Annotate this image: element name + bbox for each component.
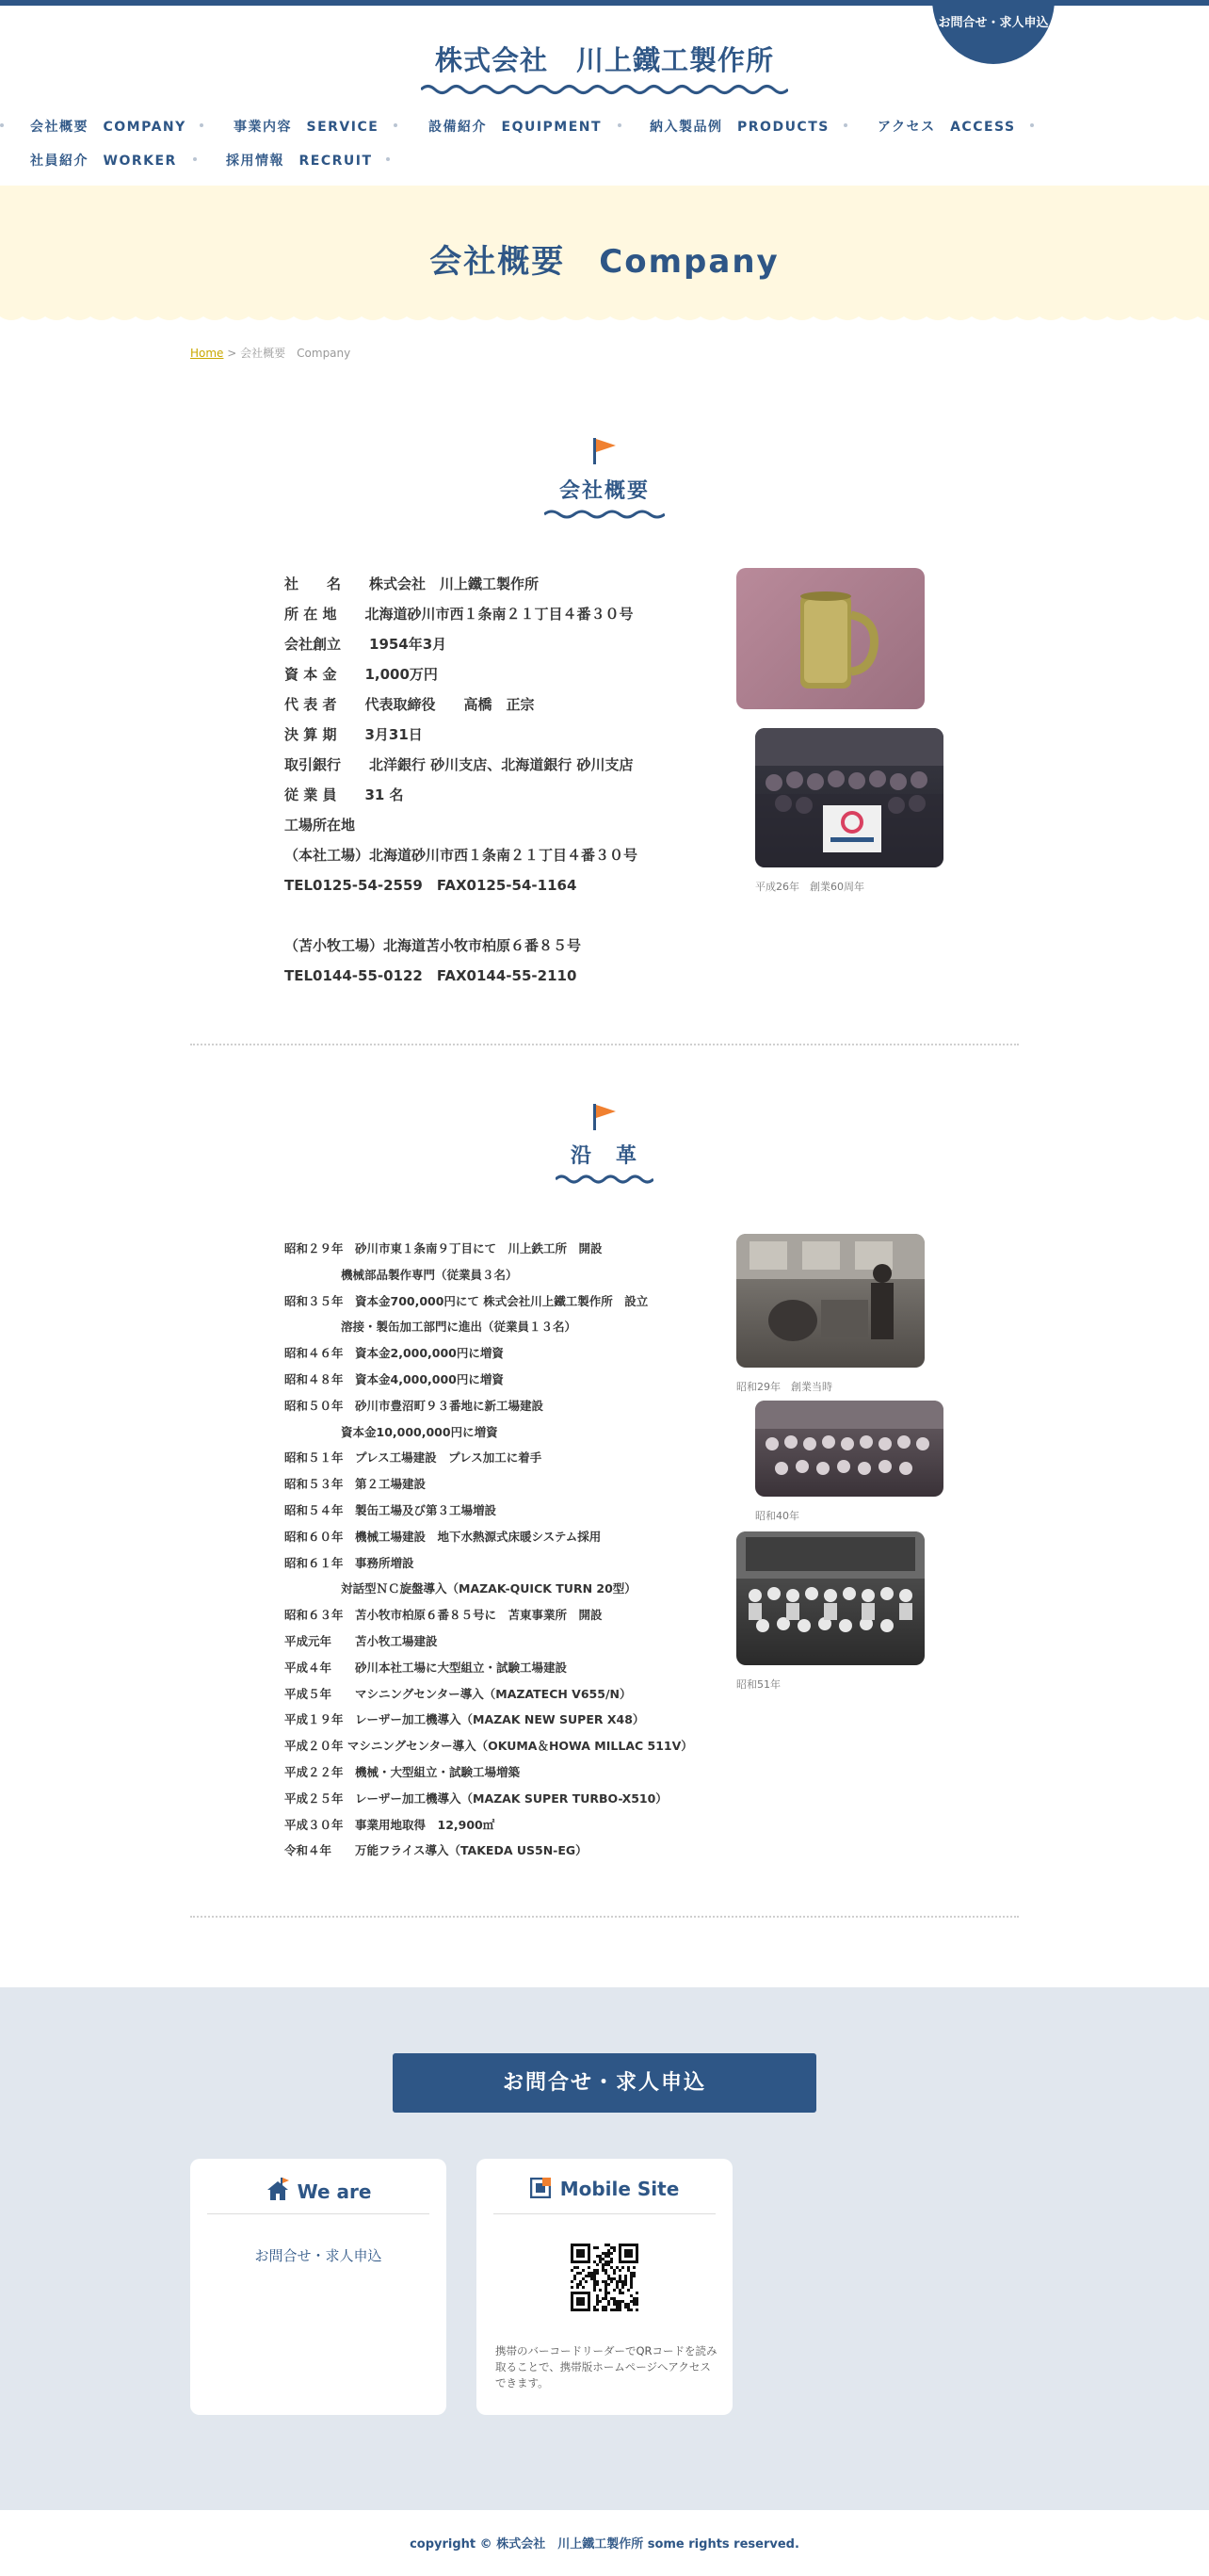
history-entry: 資本金10,000,000円に増資 [341, 1424, 498, 1439]
mobile-site-title-text: Mobile Site [559, 2178, 680, 2200]
history-timeline [284, 1236, 693, 1864]
commemorative-mug-photo [736, 568, 925, 709]
card-divider [493, 2213, 716, 2214]
history-section-heading: 沿 革 [570, 1144, 638, 1168]
section-wave-decoration [544, 509, 665, 520]
history-entry: 昭和６３年 苫小牧市柏原６番８５号に 苫東事業所 開設 [284, 1608, 603, 1623]
photo-caption: 昭和51年 [736, 1678, 781, 1691]
history-entry: 対話型ＮＣ旋盤導入（MAZAK-QUICK TURN 20型） [341, 1581, 637, 1596]
page-title: 会社概要 Company [429, 243, 780, 281]
history-entry: 昭和４８年 資本金4,000,000円に増資 [284, 1371, 504, 1386]
history-entry: 昭和６０年 機械工場建設 地下水熱源式床暖システム採用 [284, 1529, 602, 1544]
history-entry: 昭和５０年 砂川市豊沼町９３番地に新工場建設 [284, 1398, 544, 1413]
company-info-line: 資 本 金 1,000万円 [284, 666, 438, 683]
mobile-site-card-title [476, 2178, 733, 2200]
mobile-site-card [476, 2159, 733, 2415]
company-info-line: TEL0125-54-2559 FAX0125-54-1164 [284, 877, 577, 894]
company-info-line: 決 算 期 3月31日 [284, 726, 423, 743]
company-info-line: 取引銀行 北洋銀行 砂川支店、北海道銀行 砂川支店 [284, 756, 634, 773]
company-info-line: （本社工場）北海道砂川市西１条南２１丁目４番３０号 [284, 847, 638, 864]
showa40-group-photo [755, 1401, 943, 1497]
history-entry: 平成元年 苫小牧工場建設 [284, 1633, 438, 1648]
title-wave-decoration [421, 83, 788, 96]
section-divider [190, 1044, 1019, 1045]
history-entry: 平成２２年 機械・大型組立・試験工場増築 [284, 1764, 521, 1779]
history-entry: 平成２５年 レーザー加工機導入（MAZAK SUPER TURBO-X510） [284, 1790, 668, 1806]
hero-wave-edge [0, 311, 1209, 324]
breadcrumb-current: 会社概要 Company [240, 347, 351, 360]
showa51-group-photo [736, 1531, 925, 1665]
history-entry: 平成２０年 マシニングセンター導入（OKUMA＆HOWA MILLAC 511V） [284, 1739, 693, 1754]
contact-circle-button[interactable]: お問合せ・求人申込 [932, 0, 1055, 64]
founding-era-photo [736, 1234, 925, 1368]
nav-separator-dot [386, 157, 390, 161]
history-entry: 平成３０年 事業用地取得 12,900㎡ [284, 1817, 495, 1832]
photo-caption: 平成26年 創業60周年 [755, 881, 864, 893]
history-entry: 昭和３５年 資本金700,000円にて 株式会社川上鐵工製作所 設立 [284, 1293, 649, 1308]
nav-separator-dot [0, 123, 4, 127]
we-are-card [190, 2159, 446, 2415]
company-info-line: 所 在 地 北海道砂川市西１条南２１丁目４番３０号 [284, 606, 634, 623]
company-info-line: 従 業 員 31 名 [284, 786, 404, 803]
nav-item-service[interactable]: 事業内容 SERVICE [234, 120, 379, 135]
company-info-line: 社 名 株式会社 川上鐵工製作所 [284, 575, 540, 592]
history-entry: 溶接・製缶加工部門に進出（従業員１３名） [341, 1320, 577, 1335]
history-entry: 昭和２９年 砂川市東１条南９丁目にて 川上鉄工所 開設 [284, 1241, 603, 1256]
mobile-site-icon [530, 2178, 551, 2198]
qr-code-image [571, 2244, 638, 2311]
nav-item-products[interactable]: 納入製品例 PRODUCTS [650, 120, 830, 135]
history-entry: 平成５年 マシニングセンター導入（MAZATECH V655/N） [284, 1686, 632, 1701]
section-divider [190, 1916, 1019, 1918]
flag-icon [591, 436, 618, 466]
photo-caption: 昭和40年 [755, 1510, 799, 1522]
we-are-card-title [190, 2178, 446, 2203]
company-info-line: （苫小牧工場）北海道苫小牧市柏原６番８５号 [284, 937, 582, 954]
flag-icon [591, 1102, 618, 1132]
history-entry: 機械部品製作専門（従業員３名） [341, 1267, 518, 1282]
history-entry: 平成１９年 レーザー加工機導入（MAZAK NEW SUPER X48） [284, 1712, 645, 1727]
nav-separator-dot [1030, 123, 1034, 127]
nav-item-worker[interactable]: 社員紹介 WORKER [30, 154, 177, 169]
house-icon [266, 2178, 290, 2202]
breadcrumb-separator: > [227, 347, 237, 360]
company-info-line: 工場所在地 [284, 817, 356, 834]
nav-item-equipment[interactable]: 設備紹介 EQUIPMENT [428, 120, 603, 135]
breadcrumb-home-link[interactable]: Home [190, 347, 224, 360]
history-entry: 平成４年 砂川本社工場に大型組立・試験工場建設 [284, 1660, 568, 1675]
contact-recruit-button[interactable]: お問合せ・求人申込 [393, 2053, 816, 2113]
company-section-heading: 会社概要 [558, 479, 650, 503]
breadcrumb [190, 345, 350, 361]
nav-separator-dot [844, 123, 847, 127]
history-entry: 令和４年 万能フライス導入（TAKEDA US5N-EG） [284, 1843, 588, 1858]
section-wave-decoration [556, 1174, 653, 1185]
anniversary-group-photo [755, 728, 943, 867]
company-info-line: TEL0144-55-0122 FAX0144-55-2110 [284, 967, 577, 984]
history-entry: 昭和６１年 事務所増設 [284, 1555, 414, 1570]
site-title[interactable]: 株式会社 川上鐵工製作所 [434, 44, 774, 76]
mobile-site-description: 携帯のバーコードリーダーでQRコードを読み取ることで、携帯版ホームページへアクセスできます。 [495, 2344, 717, 2390]
we-are-title-text: We are [297, 2180, 372, 2203]
nav-item-recruit[interactable]: 採用情報 RECRUIT [226, 154, 373, 169]
nav-separator-dot [394, 123, 397, 127]
history-entry: 昭和５１年 プレス工場建設 プレス加工に着手 [284, 1450, 542, 1466]
history-entry: 昭和５４年 製缶工場及び第３工場増設 [284, 1502, 497, 1517]
history-entry: 昭和４６年 資本金2,000,000円に増資 [284, 1346, 504, 1361]
history-entry: 昭和５３年 第２工場建設 [284, 1477, 427, 1492]
copyright-text: copyright © 株式会社 川上鐵工製作所 some rights reserved. [410, 2537, 799, 2552]
nav-separator-dot [618, 123, 621, 127]
nav-item-access[interactable]: アクセス ACCESS [878, 120, 1016, 135]
nav-separator-dot [193, 157, 197, 161]
company-info-line: 代 表 者 代表取締役 高橋 正宗 [284, 696, 535, 713]
company-info-list [284, 569, 637, 991]
card-divider [207, 2213, 429, 2214]
company-info-line: 会社創立 1954年3月 [284, 636, 447, 653]
card-contact-link[interactable]: お問合せ・求人申込 [254, 2247, 382, 2264]
nav-item-company[interactable]: 会社概要 COMPANY [30, 120, 186, 135]
nav-separator-dot [200, 123, 203, 127]
photo-caption: 昭和29年 創業当時 [736, 1381, 832, 1393]
